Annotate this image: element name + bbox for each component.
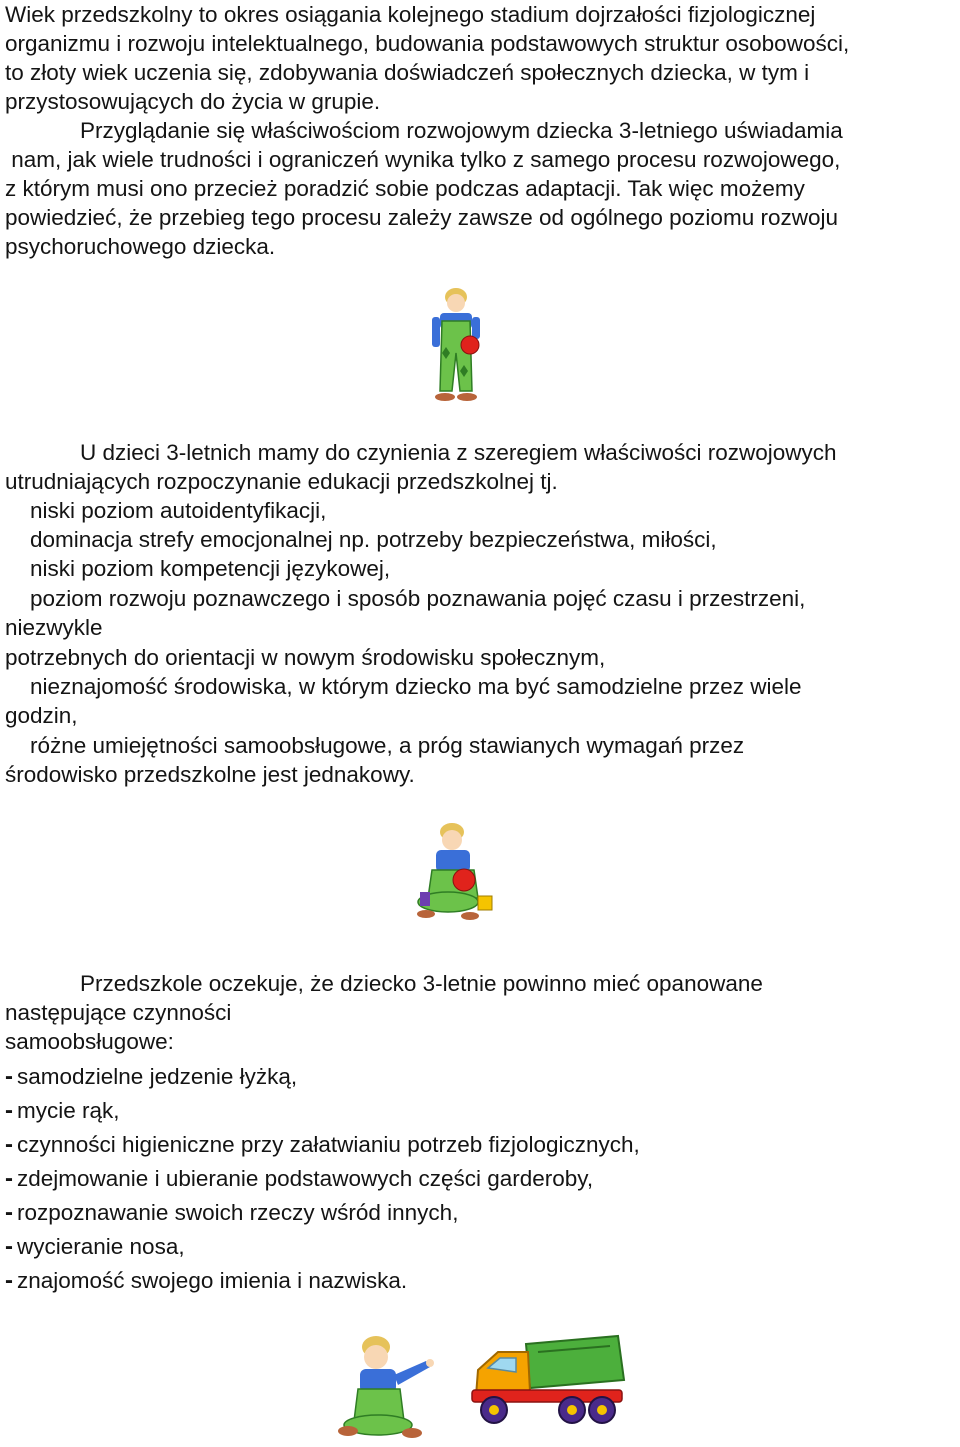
list-item [5,1198,458,1228]
list-item [5,1130,640,1160]
text-line: utrudniających rozpoczynanie edukacji przedszkolnej tj. [5,469,558,494]
text-line: organizmu i rozwoju intelektualnego, budowania podstawowych struktur osobowości, [5,31,850,56]
list-item-text: zdejmowanie i ubieranie podstawowych części garderoby, [17,1166,594,1191]
child-with-ball-illustration [420,285,492,413]
list-item-text: samodzielne jedzenie łyżką, [17,1064,298,1089]
text-line: przystosowujących do życia w grupie. [5,89,381,114]
list-dash: - [5,1097,13,1124]
list-dash: - [5,1063,13,1090]
text-line: to złoty wiek uczenia się, zdobywania doświadczeń społecznych dziecka, w tym i [5,60,810,85]
pointing-child-illustration [330,1325,440,1443]
text-line: niski poziom kompetencji językowej, [30,556,391,581]
list-item-text: znajomość swojego imienia i nazwiska. [17,1268,408,1293]
list-dash: - [5,1165,13,1192]
text-line: dominacja strefy emocjonalnej np. potrzeby bezpieczeństwa, miłości, [30,527,717,552]
text-line: niezwykle [5,615,103,640]
text-line: różne umiejętności samoobsługowe, a próg stawianych wymagań przez [30,733,745,758]
text-line: potrzebnych do orientacji w nowym środowisku społecznym, [5,645,606,670]
text-line: Przyglądanie się właściwościom rozwojowym dziecka 3-letniego uświadamia [80,118,843,143]
text-line: z którym musi ono przecież poradzić sobie podczas adaptacji. Tak więc możemy [5,176,805,201]
list-item [5,1164,593,1194]
text-line: niski poziom autoidentyfikacji, [30,498,327,523]
list-item [5,1266,407,1296]
text-line: samoobsługowe: [5,1029,174,1054]
list-item-text: mycie rąk, [17,1098,120,1123]
text-line: Przedszkole oczekuje, że dziecko 3-letnie powinno mieć opanowane [80,971,763,996]
text-line: nam, jak wiele trudności i ograniczeń wynika tylko z samego procesu rozwojowego, [5,147,841,172]
text-line: poziom rozwoju poznawczego i sposób poznawania pojęć czasu i przestrzeni, [30,586,806,611]
list-item-text: wycieranie nosa, [17,1234,185,1259]
list-item-text: czynności higieniczne przy załatwianiu potrzeb fizjologicznych, [17,1132,640,1157]
list-item-text: rozpoznawanie swoich rzeczy wśród innych, [17,1200,459,1225]
list-item [5,1232,185,1262]
sitting-child-illustration [408,818,508,936]
text-line: godzin, [5,703,78,728]
list-dash: - [5,1233,13,1260]
list-dash: - [5,1199,13,1226]
text-line: U dzieci 3-letnich mamy do czynienia z szeregiem właściwości rozwojowych [80,440,837,465]
list-item [5,1096,120,1126]
text-line: następujące czynności [5,1000,232,1025]
text-line: nieznajomość środowiska, w którym dziecko ma być samodzielne przez wiele [30,674,802,699]
text-line: środowisko przedszkolne jest jednakowy. [5,762,415,787]
list-dash: - [5,1131,13,1158]
text-line: psychoruchowego dziecka. [5,234,276,259]
toy-truck-illustration [468,1330,628,1430]
text-line: Wiek przedszkolny to okres osiągania kolejnego stadium dojrzałości fizjologicznej [5,2,816,27]
text-line: powiedzieć, że przebieg tego procesu zależy zawsze od ogólnego poziomu rozwoju [5,205,838,230]
list-dash: - [5,1267,13,1294]
list-item [5,1062,297,1092]
